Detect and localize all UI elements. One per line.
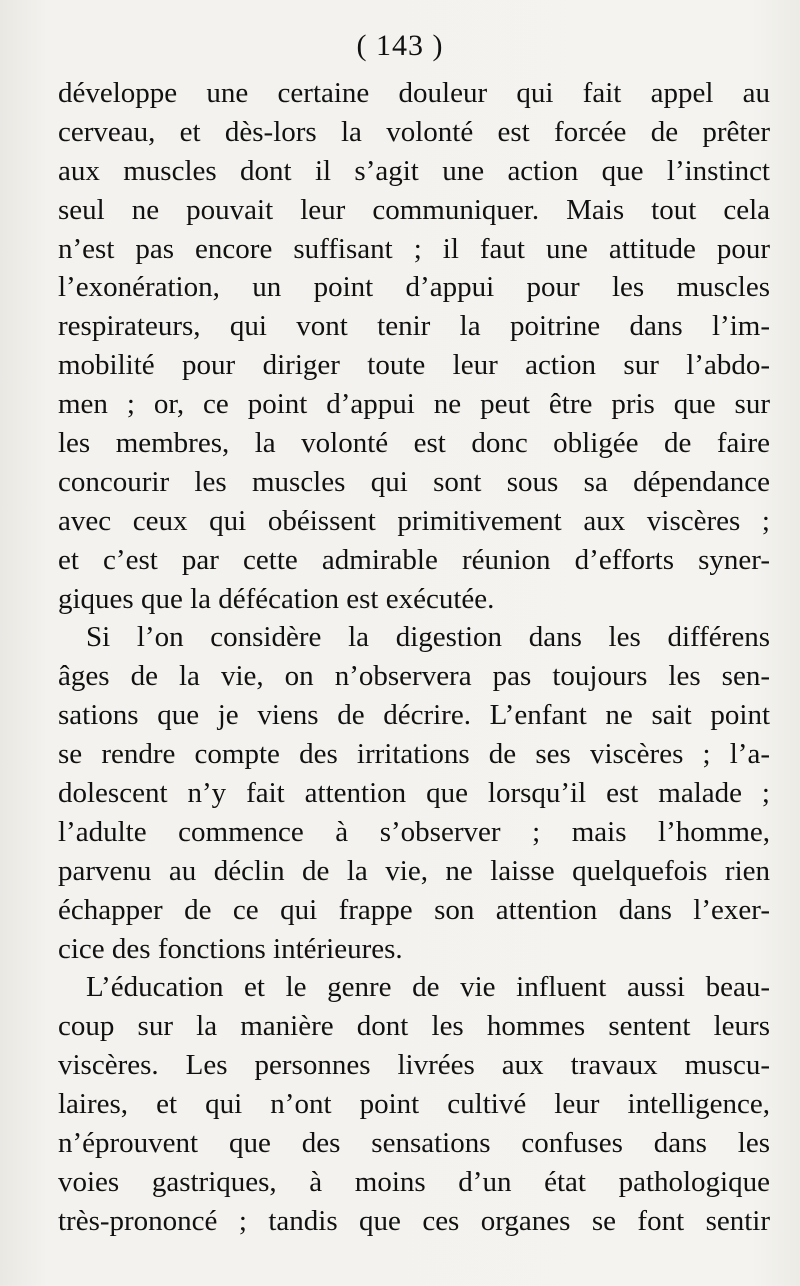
text-line: coup sur la manière dont les hommes sentent leurs (58, 1010, 770, 1043)
body-text (58, 74, 770, 1241)
text-line: et c’est par cette admirable réunion d’efforts syner- (58, 543, 770, 576)
text-line: l’exonération, un point d’appui pour les muscles (58, 271, 770, 304)
page-number: ( 143 ) (356, 29, 444, 62)
text-line: développe une certaine douleur qui fait appel au (58, 77, 770, 109)
text-line: L’éducation et le genre de vie influent aussi beau- (86, 971, 770, 1004)
text-line: échapper de ce qui frappe son attention dans l’exer- (58, 893, 770, 926)
text-line: men ; or, ce point d’appui ne peut être pris que sur (58, 388, 770, 421)
paragraph-3 (58, 968, 770, 1240)
text-line: viscères. Les personnes livrées aux travaux muscu- (58, 1049, 770, 1082)
text-line: dolescent n’y fait attention que lorsqu’il est malade ; (58, 777, 770, 810)
paragraph-2 (58, 618, 770, 968)
text-line: voies gastriques, à moins d’un état pathologique (58, 1165, 770, 1198)
text-line: sations que je viens de décrire. L’enfant ne sait point (58, 699, 770, 732)
paragraph-1 (58, 74, 770, 618)
text-line: seul ne pouvait leur communiquer. Mais tout cela (58, 193, 770, 226)
text-line: concourir les muscles qui sont sous sa dépendance (58, 465, 770, 498)
text-line: respirateurs, qui vont tenir la poitrine dans l’im- (58, 310, 770, 343)
text-line: avec ceux qui obéissent primitivement aux viscères ; (58, 504, 770, 537)
text-line: aux muscles dont il s’agit une action que l’instinct (58, 154, 770, 187)
text-line: cerveau, et dès-lors la volonté est forcée de prêter (58, 115, 770, 148)
text-line: l’adulte commence à s’observer ; mais l’homme, (58, 815, 770, 848)
text-line: Si l’on considère la digestion dans les différens (86, 621, 770, 654)
text-line: giques que la défécation est exécutée. (58, 582, 495, 615)
text-line: n’est pas encore suffisant ; il faut une attitude pour (58, 232, 770, 265)
text-line: âges de la vie, on n’observera pas toujours les sen- (58, 660, 770, 693)
text-line: se rendre compte des irritations de ses viscères ; l’a- (58, 738, 770, 771)
text-line: parvenu au déclin de la vie, ne laisse quelquefois rien (58, 854, 770, 887)
text-line: mobilité pour diriger toute leur action sur l’abdo- (58, 349, 770, 382)
text-line: très-prononcé ; tandis que ces organes se font sentir (58, 1204, 770, 1237)
text-line: n’éprouvent que des sensations confuses dans les (58, 1127, 770, 1160)
text-line: cice des fonctions intérieures. (58, 932, 403, 965)
text-line: laires, et qui n’ont point cultivé leur intelligence, (58, 1088, 770, 1121)
text-line: les membres, la volonté est donc obligée de faire (58, 427, 770, 460)
